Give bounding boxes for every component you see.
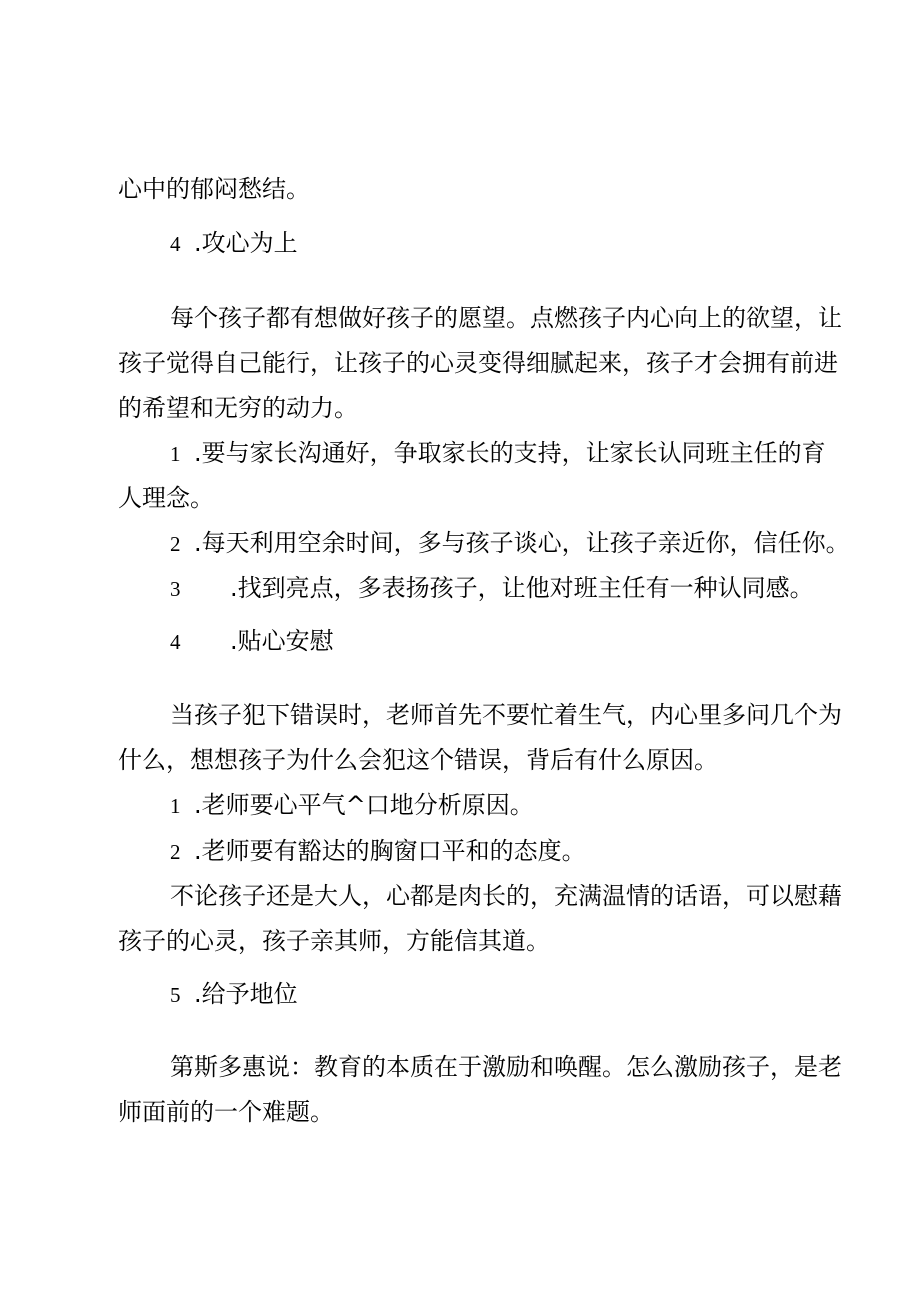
paragraph-line: 孩子的心灵，孩子亲其师，方能信其道。 xyxy=(118,927,550,955)
list-item-text: .要与家长沟通好，争取家长的支持，让家长认同班主任的育 xyxy=(194,439,826,467)
paragraph-line: 不论孩子还是大人，心都是肉长的，充满温情的话语，可以慰藉 xyxy=(170,882,842,910)
paragraph-line: 的希望和无穷的动力。 xyxy=(118,394,358,422)
section-title: .给予地位 xyxy=(194,980,298,1008)
list-item xyxy=(170,528,850,559)
list-item xyxy=(170,626,334,657)
list-item-text: .每天利用空余时间，多与孩子谈心，让孩子亲近你，信任你。 xyxy=(194,529,850,557)
list-item-number: 2 xyxy=(170,532,181,556)
list-item-text: .老师要有豁达的胸窗口平和的态度。 xyxy=(194,837,586,865)
list-item-number: 1 xyxy=(170,442,181,466)
list-item xyxy=(170,790,534,821)
section-number: 5 xyxy=(170,983,181,1007)
paragraph-line: 每个孩子都有想做好孩子的愿望。点燃孩子内心向上的欲望，让 xyxy=(170,304,842,332)
list-item xyxy=(170,836,586,867)
section-number: 4 xyxy=(170,232,181,256)
list-item-text: .老师要心平气^口地分析原因。 xyxy=(194,791,534,819)
paragraph-line: 孩子觉得自己能行，让孩子的心灵变得细腻起来，孩子才会拥有前进 xyxy=(118,349,838,377)
list-item xyxy=(170,438,826,469)
list-item-text: .贴心安慰 xyxy=(230,627,334,655)
paragraph-line: 当孩子犯下错误时，老师首先不要忙着生气，内心里多问几个为 xyxy=(170,701,842,729)
paragraph-line: 什么，想想孩子为什么会犯这个错误，背后有什么原因。 xyxy=(118,746,718,774)
list-item-text: .找到亮点，多表扬孩子，让他对班主任有一种认同感。 xyxy=(230,574,814,602)
list-item-number: 4 xyxy=(170,630,181,654)
paragraph-line: 第斯多惠说：教育的本质在于激励和唤醒。怎么激励孩子，是老 xyxy=(170,1053,842,1081)
section-title: .攻心为上 xyxy=(194,229,298,257)
list-item-number: 1 xyxy=(170,794,181,818)
list-item-number: 3 xyxy=(170,577,181,601)
paragraph-line: 师面前的一个难题。 xyxy=(118,1098,334,1126)
list-item xyxy=(170,573,814,604)
list-item-number: 2 xyxy=(170,840,181,864)
section-heading xyxy=(170,228,298,259)
list-item-continuation: 人理念。 xyxy=(118,484,214,512)
section-heading xyxy=(170,979,298,1010)
continuation-line: 心中的郁闷愁结。 xyxy=(118,175,310,203)
